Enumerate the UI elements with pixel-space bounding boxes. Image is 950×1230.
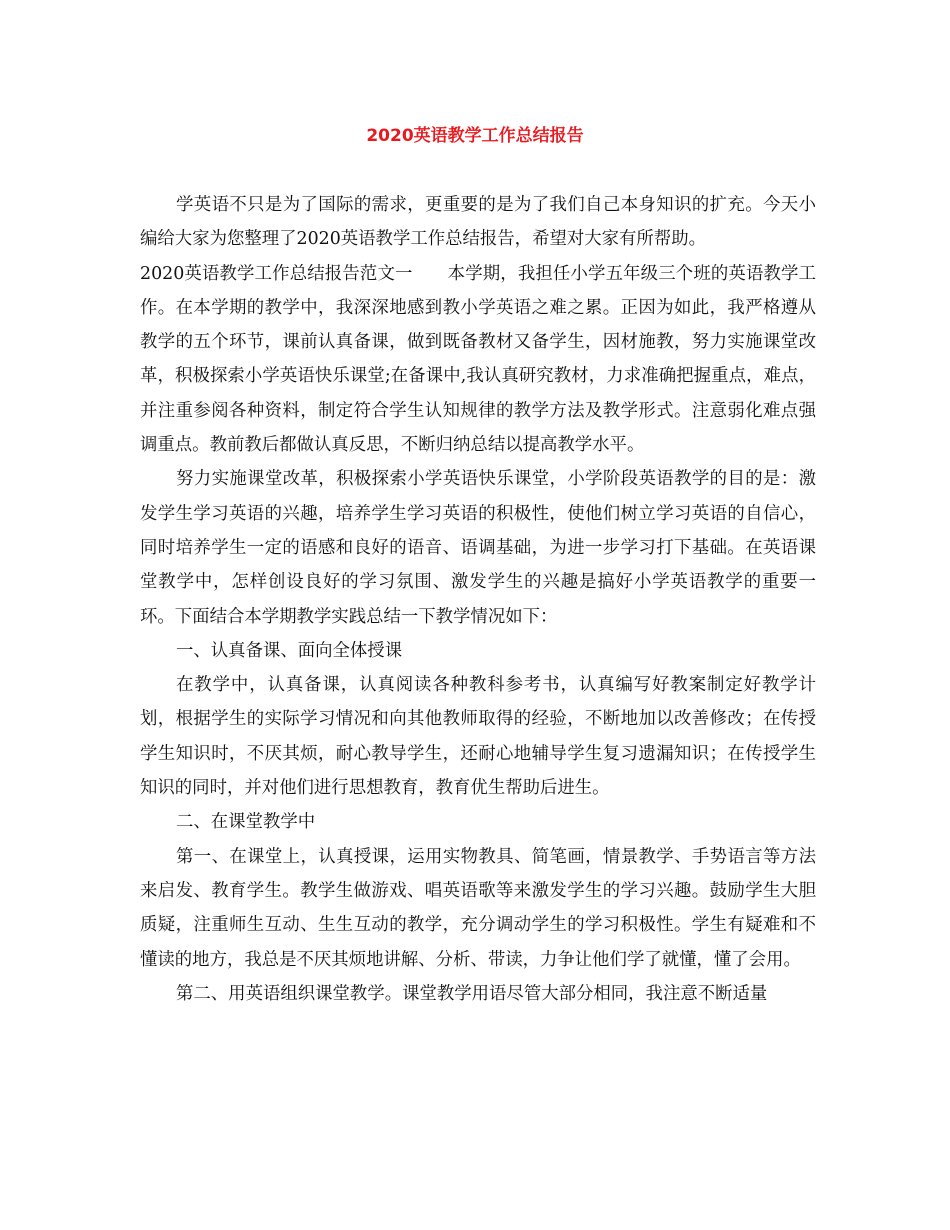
section-heading-two: 二、在课堂教学中 [176,812,316,833]
section-heading-one: 一、认真备课、面向全体授课 [176,640,403,661]
paragraph-first-point: 第一、在课堂上，认真授课，运用实物教具、简笔画，情景教学、手势语言等方法来启发、教育学生。教学生做游戏、唱英语歌等来激发学生的学习兴趣。鼓励学生大胆质疑，注重师生互动、生生互动的教学，充分调动学生的学习积极性。学生有疑难和不懂读的地方，我总是不厌其烦地讲解、分析、带读，力争让他们学了就懂，懂了会用。 [140,846,816,970]
paragraph-intro: 学英语不只是为了国际的需求，更重要的是为了我们自己本身知识的扩充。今天小编给大家为您整理了2020英语教学工作总结报告，希望对大家有所帮助。 [140,195,816,250]
paragraph-sample-one: 2020英语教学工作总结报告范文一 本学期，我担任小学五年级三个班的英语教学工作。在本学期的教学中，我深深地感到教小学英语之难之累。正因为如此，我严格遵从教学的五个环节，课前认真备课，做到既备教材又备学生，因材施教，努力实施课堂改革，积极探索小学英语快乐课堂;在备课中,我认真研究教材，力求准确把握重点，难点，并注重参阅各种资料，制定符合学生认知规律的教学方法及教学形式。注意弱化难点强调重点。教前教后都做认真反思，不断归纳总结以提高教学水平。 [140,263,816,456]
document-title: 2020英语教学工作总结报告 [366,126,584,146]
paragraph-classroom-reform: 努力实施课堂改革，积极探索小学英语快乐课堂，小学阶段英语教学的目的是：激发学生学习英语的兴趣，培养学生学习英语的积极性，使他们树立学习英语的自信心，同时培养学生一定的语感和良好的语音、语调基础，为进一步学习打下基础。在英语课堂教学中，怎样创设良好的学习氛围、激发学生的兴趣是搞好小学英语教学的重要一环。下面结合本学期教学实践总结一下教学情况如下： [140,469,816,627]
document-body [140,188,816,1011]
paragraph-lesson-prep: 在教学中，认真备课，认真阅读各种教科参考书，认真编写好教案制定好教学计划，根据学生的实际学习情况和向其他教师取得的经验，不断地加以改善修改；在传授学生知识时，不厌其烦，耐心教导学生，还耐心地辅导学生复习遗漏知识；在传授学生知识的同时，并对他们进行思想教育，教育优生帮助后进生。 [140,675,816,799]
paragraph-second-point: 第二、用英语组织课堂教学。课堂教学用语尽管大部分相同，我注意不断适量 [176,983,768,1004]
